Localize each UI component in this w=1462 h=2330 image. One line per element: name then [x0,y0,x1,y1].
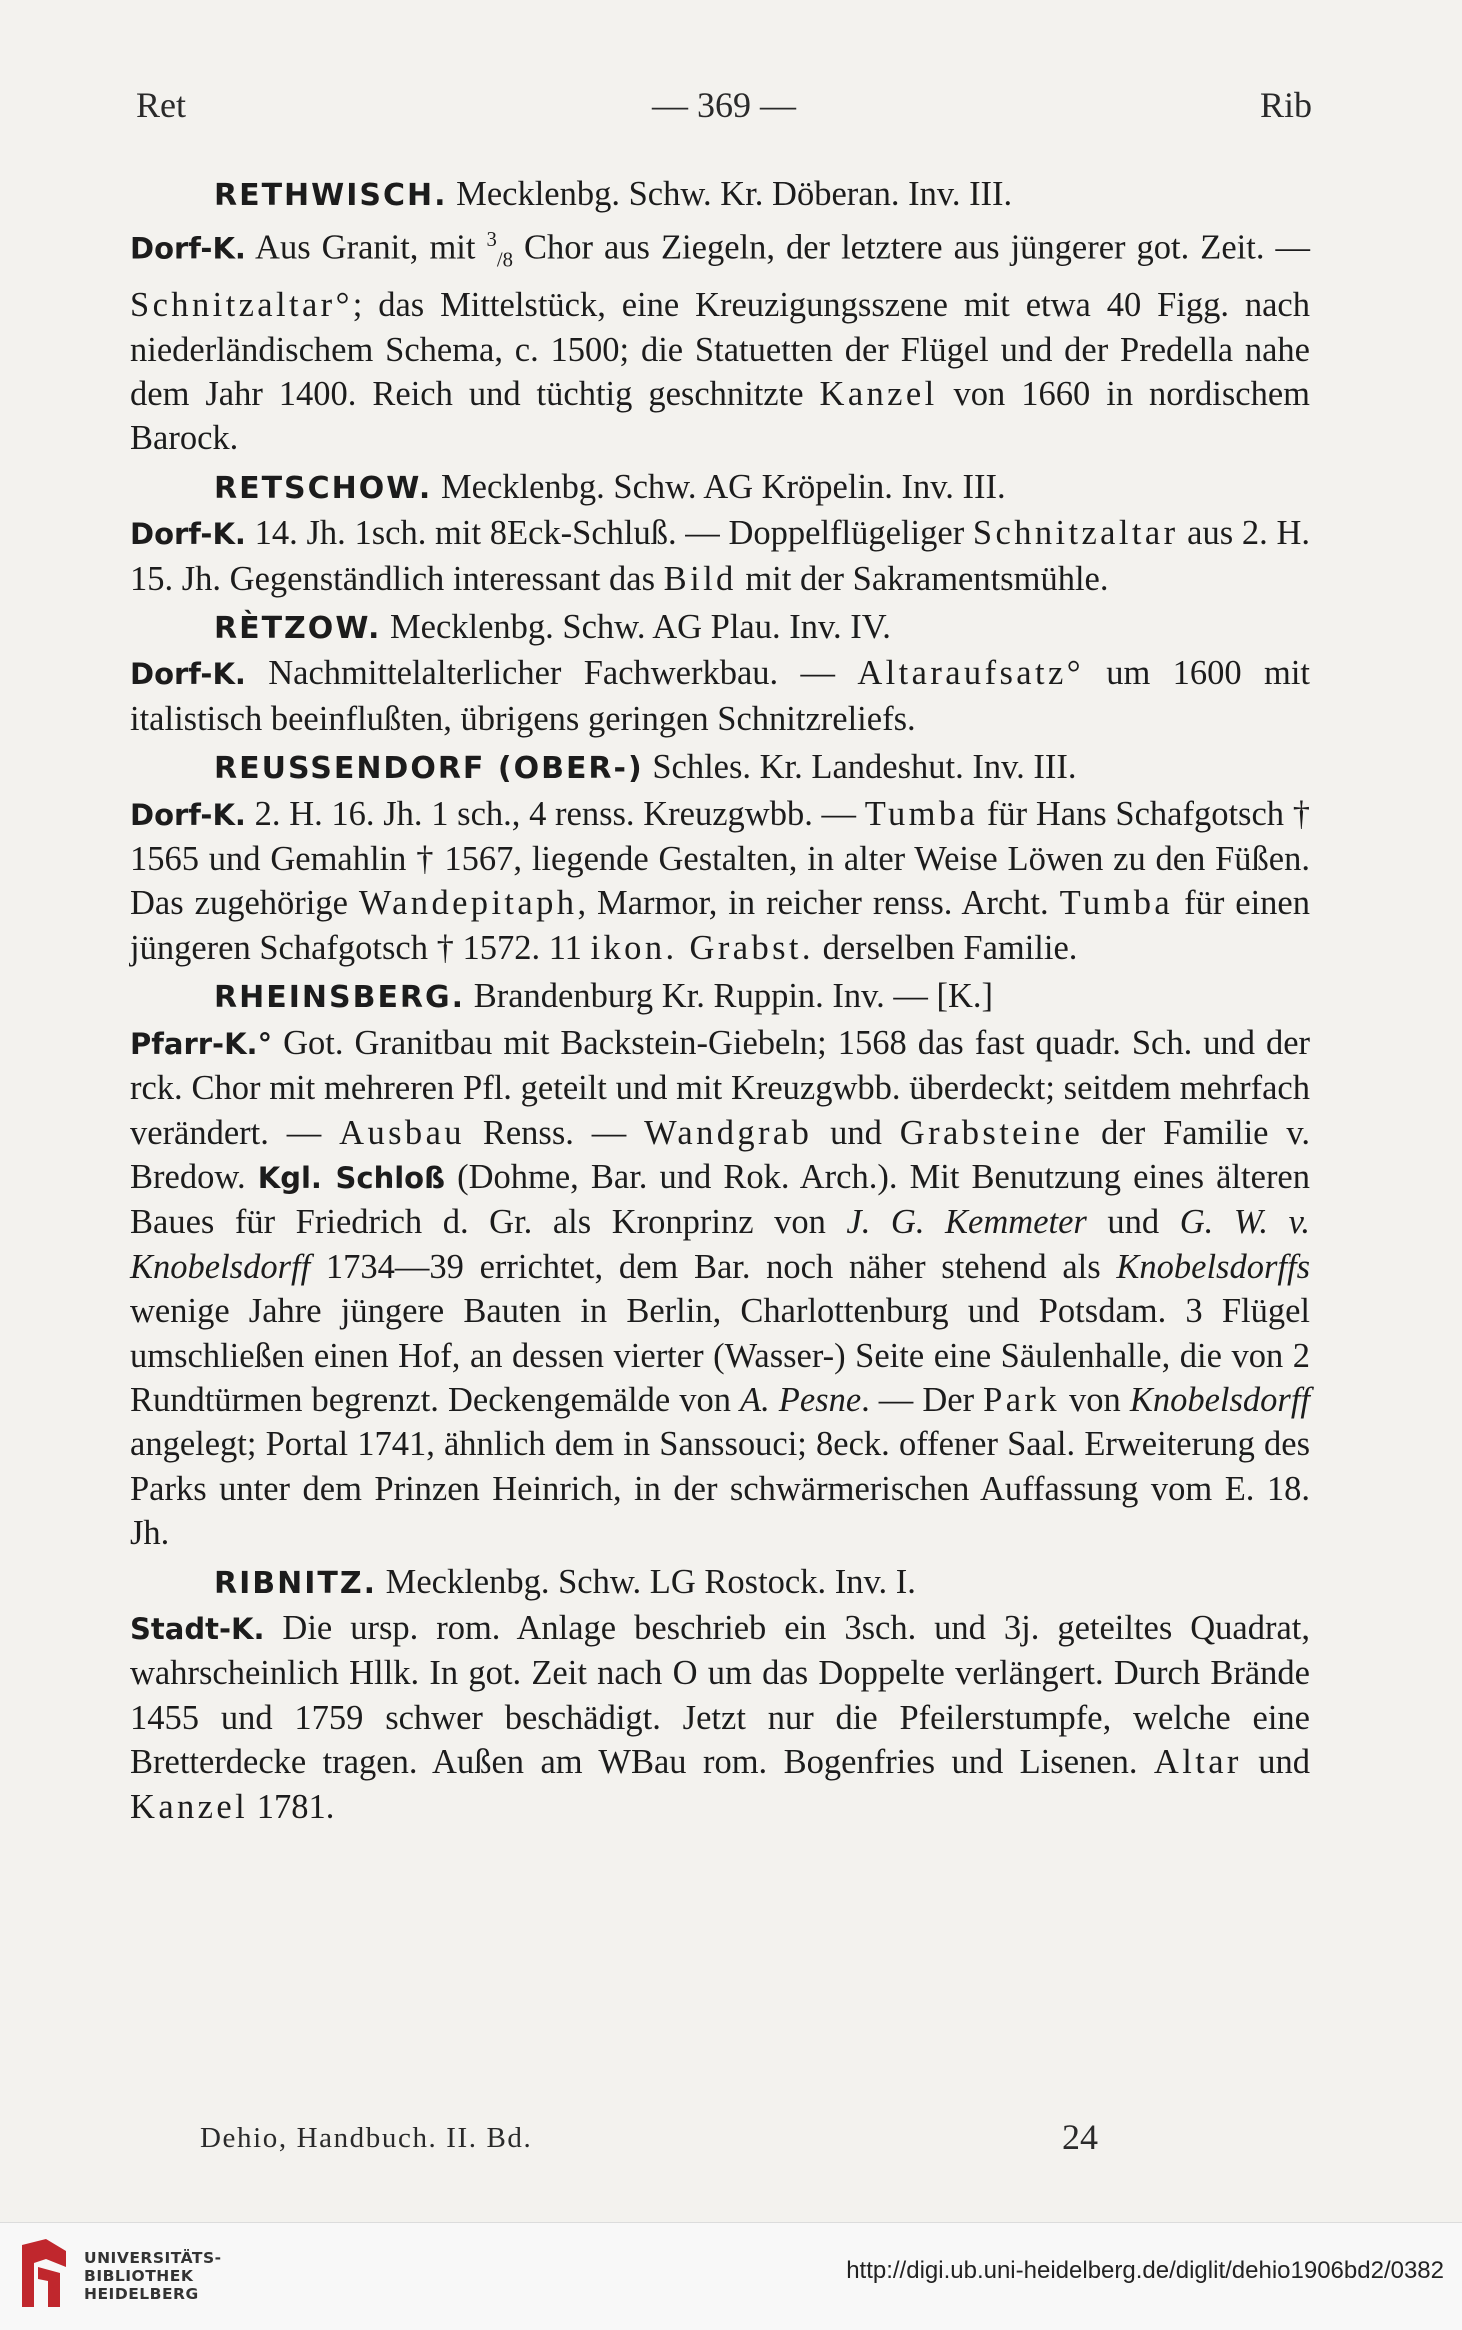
spaced-term: Wandepitaph [358,884,578,923]
entry-header: Mecklenbg. Schw. Kr. Döberan. Inv. III. [447,175,1013,213]
spaced-term: Schnitzaltar [972,514,1179,553]
entry-text: Die ursp. rom. Anlage beschrieb ein 3sch. und 3j. geteiltes Quadrat, wahrscheinlich Hllk. In got. Zeit nach O um das Doppelte verlängert. Durch Brände 1455 und 1759 schwer beschädigt. Jetzt nur die Pfeilerstumpfe, welche eine Bretterdecke tragen. Außen am WBau rom. Bogenfries und Lisenen. [130,1608,1310,1782]
entry-text: Nachmittelalterlicher Fachwerkbau. — [245,654,858,693]
entry-text: . — Der [861,1380,984,1419]
running-head-left: Ret [136,85,186,125]
entry-text: wenige Jahre jüngere Bauten in Berlin, Charlottenburg und Potsdam. 3 Flügel umschließen einen Hof, an dessen vierter (Wasser-) Seite eine Säulenhalle, die von 2 Rundtürmen begrenzt. Deckengemälde von [130,1292,1310,1419]
entry-text: und [812,1113,900,1152]
entry-text: 1781. [248,1787,335,1826]
spaced-term: Altaraufsatz° [857,654,1084,693]
architect-name: Knobelsdorff [1129,1380,1310,1419]
running-head [136,84,1312,134]
entry-rheinsberg [130,974,1310,1555]
library-name [84,2249,222,2303]
entry-text: mit der Sakramentsmühle. [736,559,1109,598]
building-label: Stadt-K. [130,1611,265,1646]
entry-text: angelegt; Portal 1741, ähnlich dem in Sanssouci; 8eck. offener Saal. Erweiterung des Parks unter dem Prinzen Heinrich, in der schwärmerischen Auffassung vom E. 18. Jh. [130,1425,1310,1553]
entry-reussendorf [130,745,1310,970]
spaced-term: Altar [1153,1743,1242,1782]
entry-header: Mecklenbg. Schw. AG Kröpelin. Inv. III. [432,467,1006,506]
entry-text: für Hans Schafgotsch † 1565 und Gemahlin † 1567, liegende Gestalten, in alter Weise Löwen zu den Füßen. Das zugehörige [130,794,1310,923]
fraction-numerator: 3 [486,229,497,252]
entry-text: für einen jüngeren Schafgotsch † 1572. 11 [130,884,1310,967]
library-name-line: UNIVERSITÄTS- [84,2249,222,2267]
entry-text: ; das Mittelstück, eine Kreuzigungsszene mit etwa 40 Figg. nach niederländischem Schema, c. 1500; die Statuetten der Flügel und der Predella nahe dem Jahr 1400. Reich und tüchtig geschnitzte [130,286,1310,414]
entry-header: Mecklenbg. Schw. AG Plau. Inv. IV. [381,608,891,647]
spaced-term: Park [983,1380,1060,1419]
spaced-term: Bild [663,559,737,598]
place-name: RHEINSBERG. [214,980,466,1016]
running-head-right: Rib [1259,85,1312,125]
source-url-link[interactable]: http://digi.ub.uni-heidelberg.de/diglit/dehio1906bd2/0382 [846,2257,1444,2284]
entry-text: um 1600 mit italistisch beeinflußten, übrigens geringen Schnitzreliefs. [130,654,1310,738]
spaced-term: Wandgrab [644,1113,813,1152]
entry-text: , Marmor, in reicher renss. Archt. [577,884,1060,923]
entry-text: und [1241,1743,1311,1782]
spaced-term: Ausbau [339,1113,465,1152]
spaced-term: Tumba [1059,884,1174,923]
entry-text: 14. Jh. 1sch. mit 8Eck-Schluß. — Doppelflügeliger [245,514,973,553]
entry-text: von 1660 in nordischem Barock. [130,375,1311,458]
architect-name: Knobelsdorffs [1116,1247,1310,1286]
entry-header: Mecklenbg. Schw. LG Rostock. Inv. I. [377,1562,916,1601]
building-label: Dorf-K. [130,797,246,832]
fraction-denominator: /8 [496,249,513,272]
entry-text: Renss. — [464,1113,645,1152]
entry-text: 2. H. 16. Jh. 1 sch., 4 renss. Kreuzgwbb. — [245,794,865,833]
library-logo-icon [16,2237,72,2311]
spaced-term: Tumba [864,794,979,833]
entry-text: der Familie v. Bredow. [130,1113,1310,1196]
place-name: RETSCHOW. [214,470,433,506]
page-body [130,172,1310,1829]
place-name: REUSSENDORF (OBER-) [214,751,644,787]
architect-name: J. G. Kemmeter [846,1203,1087,1242]
entry-header: Brandenburg Kr. Ruppin. Inv. — [K.] [465,977,994,1016]
entry-text: Got. Granitbau mit Backstein-Giebeln; 1568 das fast quadr. Sch. und der rck. Chor mit mehreren Pfl. geteilt und mit Kreuzgwbb. überdeckt; seitdem mehrfach verändert. — [130,1023,1310,1152]
building-label: Dorf-K. [130,657,246,692]
library-name-line: HEIDELBERG [84,2285,199,2303]
page-number: — 369 — [652,85,796,125]
entry-retzow [130,605,1310,741]
page-footer [200,2117,1312,2172]
entry-retschow [130,465,1310,601]
entry-text: (Dohme, Bar. und Rok. Arch.). Mit Benutzung eines älteren Baues für Friedrich d. Gr. als Kronprinz von [130,1157,1310,1242]
architect-name: G. W. v. Knobelsdorff [130,1203,1310,1286]
spaced-term: ikon. Grabst. [590,928,814,967]
spaced-term: Kanzel [130,1787,249,1826]
entry-text: Aus Granit, mit [245,228,487,267]
entry-text: Chor aus Ziegeln, der letztere aus jüngerer got. Zeit. — [512,228,1310,267]
place-name: RÈTZOW. [214,611,382,647]
place-name: RIBNITZ. [214,1565,378,1601]
entry-text: und [1086,1203,1180,1242]
sheet-number: 24 [1062,2117,1098,2157]
building-label: Pfarr-K.° [130,1026,273,1061]
building-label: Dorf-K. [130,231,246,266]
entry-text: aus 2. H. 15. Jh. Gegenständlich interessant das [130,514,1310,598]
spaced-term: Kanzel [819,375,938,414]
entry-text: von [1059,1380,1130,1419]
book-signature: Dehio, Handbuch. II. Bd. [200,2122,533,2154]
library-name-line: BIBLIOTHEK [84,2267,194,2285]
spaced-term: Grabsteine [899,1113,1084,1152]
painter-name: A. Pesne [740,1380,862,1419]
building-label: Dorf-K. [130,517,246,552]
entry-text: derselben Familie. [813,928,1078,967]
place-name: RETHWISCH. [214,178,448,213]
building-label: Kgl. Schloß [257,1160,445,1195]
entry-rethwisch [130,172,1310,461]
spaced-term: Schnitzaltar° [130,286,353,325]
entry-header: Schles. Kr. Landeshut. Inv. III. [643,748,1077,787]
entry-ribnitz [130,1560,1310,1829]
viewer-footer-bar [0,2222,1462,2330]
entry-text: 1734—39 errichtet, dem Bar. noch näher stehend als [310,1247,1117,1286]
